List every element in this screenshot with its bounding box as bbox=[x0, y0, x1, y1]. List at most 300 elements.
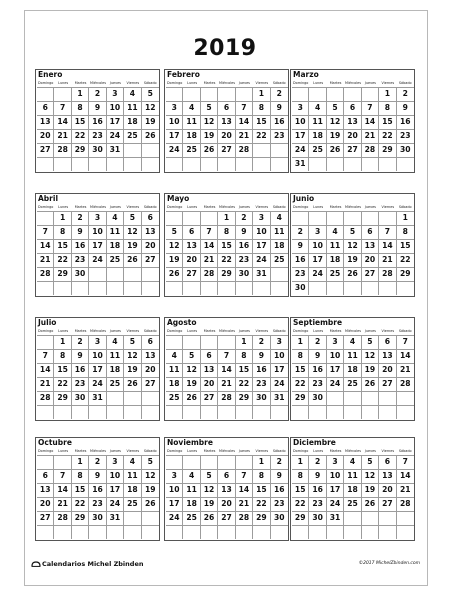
day-cell: 2 bbox=[236, 211, 253, 225]
day-cell: 3 bbox=[271, 335, 288, 349]
day-cell: 13 bbox=[37, 115, 54, 129]
day-cell: 3 bbox=[292, 101, 309, 115]
day-cell: 4 bbox=[183, 101, 200, 115]
weekday-label: Viernes bbox=[381, 81, 395, 85]
day-cell: 27 bbox=[142, 377, 159, 391]
day-cell bbox=[327, 211, 344, 225]
day-cell: 29 bbox=[218, 267, 235, 281]
day-cell: 8 bbox=[292, 469, 309, 483]
day-cell: 19 bbox=[362, 483, 379, 497]
day-cell: 19 bbox=[124, 239, 141, 253]
day-cell: 14 bbox=[362, 115, 379, 129]
day-cell: 20 bbox=[37, 497, 54, 511]
weekday-label: Lunes bbox=[187, 329, 198, 333]
weekday-label: Jueves bbox=[238, 81, 250, 85]
day-cell bbox=[166, 281, 183, 295]
footer-brand-label: Calendarios Michel Zbinden bbox=[42, 560, 144, 568]
day-cell: 2 bbox=[271, 87, 288, 101]
day-cell bbox=[309, 281, 326, 295]
month-block bbox=[290, 69, 415, 173]
day-cell bbox=[107, 391, 124, 405]
weekday-label: Jueves bbox=[109, 329, 121, 333]
day-cell: 7 bbox=[201, 225, 218, 239]
day-cell: 8 bbox=[397, 225, 414, 239]
weekday-label: Martes bbox=[74, 449, 87, 453]
day-cell: 28 bbox=[37, 267, 54, 281]
day-cell: 26 bbox=[362, 497, 379, 511]
month-name: Agosto bbox=[167, 318, 197, 327]
day-cell: 21 bbox=[37, 377, 54, 391]
day-cell bbox=[166, 211, 183, 225]
day-cell: 17 bbox=[327, 363, 344, 377]
day-cell bbox=[236, 281, 253, 295]
day-cell: 2 bbox=[397, 87, 414, 101]
day-cell bbox=[271, 143, 288, 157]
day-cell: 30 bbox=[72, 267, 89, 281]
day-grid bbox=[37, 335, 159, 419]
day-cell: 13 bbox=[142, 225, 159, 239]
day-cell: 12 bbox=[142, 469, 159, 483]
weekday-label: Miércoles bbox=[89, 329, 106, 333]
day-cell bbox=[362, 525, 379, 539]
day-cell: 3 bbox=[253, 211, 270, 225]
day-grid bbox=[166, 87, 288, 171]
day-cell bbox=[344, 391, 361, 405]
day-cell bbox=[124, 267, 141, 281]
weekday-label: Domingo bbox=[167, 329, 183, 333]
day-cell: 19 bbox=[362, 363, 379, 377]
day-cell bbox=[54, 455, 71, 469]
month-block bbox=[290, 437, 415, 541]
day-cell: 1 bbox=[54, 335, 71, 349]
weekday-label: Martes bbox=[329, 81, 342, 85]
day-cell: 3 bbox=[327, 335, 344, 349]
day-cell: 16 bbox=[271, 115, 288, 129]
day-cell: 22 bbox=[236, 377, 253, 391]
day-cell: 18 bbox=[124, 483, 141, 497]
day-cell: 12 bbox=[124, 225, 141, 239]
day-cell: 26 bbox=[124, 253, 141, 267]
day-cell: 4 bbox=[344, 335, 361, 349]
day-cell: 1 bbox=[236, 335, 253, 349]
day-cell: 30 bbox=[89, 143, 106, 157]
day-cell: 26 bbox=[327, 143, 344, 157]
day-cell: 13 bbox=[142, 349, 159, 363]
day-cell: 13 bbox=[37, 483, 54, 497]
month-name: Febrero bbox=[167, 70, 200, 79]
day-cell: 5 bbox=[362, 335, 379, 349]
day-cell: 2 bbox=[89, 87, 106, 101]
day-cell bbox=[201, 281, 218, 295]
day-cell: 11 bbox=[166, 363, 183, 377]
month-block bbox=[164, 317, 289, 421]
day-cell: 13 bbox=[379, 349, 396, 363]
day-cell: 3 bbox=[107, 87, 124, 101]
weekday-label: Sábado bbox=[272, 449, 286, 453]
month-name: Septiembre bbox=[293, 318, 343, 327]
day-cell: 9 bbox=[89, 101, 106, 115]
day-cell bbox=[344, 281, 361, 295]
day-cell: 8 bbox=[72, 101, 89, 115]
weekday-label: Miércoles bbox=[89, 81, 106, 85]
day-cell: 13 bbox=[362, 239, 379, 253]
day-cell: 30 bbox=[292, 281, 309, 295]
day-cell: 27 bbox=[362, 267, 379, 281]
weekday-label: Martes bbox=[329, 449, 342, 453]
day-cell: 17 bbox=[166, 129, 183, 143]
day-cell bbox=[379, 211, 396, 225]
day-cell bbox=[362, 281, 379, 295]
day-cell bbox=[362, 511, 379, 525]
day-cell: 22 bbox=[72, 129, 89, 143]
day-cell: 29 bbox=[292, 391, 309, 405]
day-cell: 24 bbox=[89, 253, 106, 267]
day-cell: 20 bbox=[37, 129, 54, 143]
day-cell: 12 bbox=[327, 115, 344, 129]
day-cell: 26 bbox=[362, 377, 379, 391]
day-cell: 22 bbox=[397, 253, 414, 267]
day-cell: 5 bbox=[362, 455, 379, 469]
day-cell: 27 bbox=[379, 377, 396, 391]
weekday-header-row bbox=[37, 328, 159, 335]
day-cell: 31 bbox=[271, 391, 288, 405]
day-cell: 9 bbox=[236, 225, 253, 239]
weekday-label: Martes bbox=[203, 81, 216, 85]
day-cell: 22 bbox=[253, 129, 270, 143]
day-cell bbox=[271, 281, 288, 295]
day-cell: 4 bbox=[124, 455, 141, 469]
day-cell bbox=[107, 281, 124, 295]
day-cell: 13 bbox=[183, 239, 200, 253]
weekday-label: Lunes bbox=[313, 205, 324, 209]
day-cell: 22 bbox=[218, 253, 235, 267]
weekday-label: Viernes bbox=[126, 329, 140, 333]
day-cell: 6 bbox=[183, 225, 200, 239]
footer-copyright: ©2017 MichelZbinden.com bbox=[358, 561, 420, 566]
day-cell bbox=[37, 455, 54, 469]
month-name: Junio bbox=[293, 194, 315, 203]
day-cell: 19 bbox=[201, 129, 218, 143]
day-cell bbox=[37, 157, 54, 171]
day-cell: 18 bbox=[344, 363, 361, 377]
weekday-label: Viernes bbox=[381, 329, 395, 333]
weekday-label: Sábado bbox=[398, 205, 412, 209]
day-cell: 27 bbox=[218, 143, 235, 157]
day-cell: 28 bbox=[218, 391, 235, 405]
day-cell: 21 bbox=[362, 129, 379, 143]
day-cell: 1 bbox=[397, 211, 414, 225]
weekday-label: Martes bbox=[329, 329, 342, 333]
weekday-label: Lunes bbox=[313, 81, 324, 85]
day-cell: 7 bbox=[397, 335, 414, 349]
day-cell bbox=[379, 281, 396, 295]
day-cell bbox=[236, 525, 253, 539]
day-cell: 20 bbox=[183, 253, 200, 267]
month-name: Enero bbox=[38, 70, 63, 79]
day-cell: 28 bbox=[379, 267, 396, 281]
weekday-label: Lunes bbox=[187, 449, 198, 453]
day-cell: 26 bbox=[124, 377, 141, 391]
day-cell: 14 bbox=[218, 363, 235, 377]
day-cell: 15 bbox=[72, 115, 89, 129]
day-cell: 12 bbox=[344, 239, 361, 253]
day-cell: 9 bbox=[271, 469, 288, 483]
day-cell bbox=[89, 157, 106, 171]
day-cell bbox=[54, 281, 71, 295]
day-cell bbox=[309, 157, 326, 171]
day-cell bbox=[142, 405, 159, 419]
day-cell bbox=[309, 405, 326, 419]
day-cell: 10 bbox=[271, 349, 288, 363]
weekday-label: Sábado bbox=[143, 205, 157, 209]
day-cell bbox=[142, 525, 159, 539]
month-name: Noviembre bbox=[167, 438, 213, 447]
weekday-header-row bbox=[292, 204, 414, 211]
day-cell: 17 bbox=[253, 239, 270, 253]
day-cell: 11 bbox=[327, 239, 344, 253]
day-cell bbox=[201, 405, 218, 419]
day-cell: 9 bbox=[309, 349, 326, 363]
day-cell: 3 bbox=[327, 455, 344, 469]
day-cell: 5 bbox=[183, 349, 200, 363]
day-cell: 30 bbox=[271, 511, 288, 525]
day-cell bbox=[124, 157, 141, 171]
day-cell bbox=[309, 211, 326, 225]
day-cell: 2 bbox=[89, 455, 106, 469]
day-cell bbox=[142, 391, 159, 405]
day-cell: 2 bbox=[309, 455, 326, 469]
day-cell bbox=[379, 157, 396, 171]
day-cell: 25 bbox=[271, 253, 288, 267]
day-cell: 6 bbox=[142, 211, 159, 225]
weekday-label: Sábado bbox=[143, 81, 157, 85]
day-cell: 2 bbox=[72, 211, 89, 225]
day-cell: 25 bbox=[183, 511, 200, 525]
day-cell: 23 bbox=[253, 377, 270, 391]
day-cell: 9 bbox=[309, 469, 326, 483]
day-cell: 2 bbox=[72, 335, 89, 349]
day-cell: 30 bbox=[309, 391, 326, 405]
day-cell: 31 bbox=[107, 511, 124, 525]
weekday-header-row bbox=[292, 328, 414, 335]
day-cell: 16 bbox=[397, 115, 414, 129]
day-cell: 30 bbox=[72, 391, 89, 405]
month-name: Julio bbox=[38, 318, 57, 327]
day-cell: 11 bbox=[107, 225, 124, 239]
day-cell: 15 bbox=[72, 483, 89, 497]
day-cell: 12 bbox=[362, 349, 379, 363]
day-cell bbox=[54, 87, 71, 101]
day-cell: 27 bbox=[142, 253, 159, 267]
weekday-label: Sábado bbox=[272, 81, 286, 85]
day-cell bbox=[201, 211, 218, 225]
year-title: 2019 bbox=[193, 36, 257, 61]
day-cell: 17 bbox=[166, 497, 183, 511]
day-cell: 9 bbox=[253, 349, 270, 363]
day-cell: 10 bbox=[107, 469, 124, 483]
day-cell bbox=[344, 511, 361, 525]
day-cell bbox=[183, 211, 200, 225]
footer-brand bbox=[31, 560, 143, 568]
day-cell bbox=[362, 405, 379, 419]
day-cell: 4 bbox=[183, 469, 200, 483]
weekday-label: Lunes bbox=[58, 329, 69, 333]
day-cell: 7 bbox=[236, 469, 253, 483]
day-cell: 3 bbox=[89, 211, 106, 225]
day-cell bbox=[201, 157, 218, 171]
day-cell: 14 bbox=[379, 239, 396, 253]
weekday-label: Viernes bbox=[126, 81, 140, 85]
day-cell: 30 bbox=[253, 391, 270, 405]
day-cell: 6 bbox=[142, 335, 159, 349]
weekday-label: Martes bbox=[74, 329, 87, 333]
day-cell: 8 bbox=[218, 225, 235, 239]
day-cell: 16 bbox=[89, 483, 106, 497]
day-cell: 23 bbox=[271, 129, 288, 143]
day-cell: 14 bbox=[201, 239, 218, 253]
day-cell bbox=[89, 525, 106, 539]
day-cell: 2 bbox=[271, 455, 288, 469]
day-cell: 1 bbox=[292, 455, 309, 469]
day-cell bbox=[271, 405, 288, 419]
day-cell: 26 bbox=[166, 267, 183, 281]
day-cell: 9 bbox=[72, 349, 89, 363]
day-cell: 21 bbox=[397, 483, 414, 497]
day-cell: 5 bbox=[201, 101, 218, 115]
day-cell bbox=[72, 525, 89, 539]
weekday-label: Domingo bbox=[293, 329, 309, 333]
day-cell: 24 bbox=[309, 267, 326, 281]
day-cell: 21 bbox=[236, 129, 253, 143]
day-cell: 6 bbox=[37, 101, 54, 115]
day-cell bbox=[253, 525, 270, 539]
weekday-label: Miércoles bbox=[218, 449, 235, 453]
day-cell bbox=[271, 267, 288, 281]
day-cell: 26 bbox=[183, 391, 200, 405]
weekday-label: Martes bbox=[74, 81, 87, 85]
day-cell: 17 bbox=[89, 363, 106, 377]
day-cell: 2 bbox=[253, 335, 270, 349]
day-cell: 28 bbox=[236, 143, 253, 157]
day-cell bbox=[397, 391, 414, 405]
day-cell: 28 bbox=[54, 143, 71, 157]
day-cell bbox=[89, 267, 106, 281]
day-cell: 12 bbox=[183, 363, 200, 377]
day-cell bbox=[236, 87, 253, 101]
day-cell bbox=[327, 157, 344, 171]
day-cell: 6 bbox=[218, 101, 235, 115]
day-cell: 18 bbox=[183, 497, 200, 511]
day-cell: 7 bbox=[37, 349, 54, 363]
day-cell: 13 bbox=[201, 363, 218, 377]
day-grid bbox=[292, 211, 414, 295]
day-cell: 3 bbox=[89, 335, 106, 349]
day-cell: 1 bbox=[72, 455, 89, 469]
day-cell: 17 bbox=[107, 115, 124, 129]
day-cell bbox=[344, 525, 361, 539]
day-cell: 14 bbox=[37, 239, 54, 253]
day-cell bbox=[271, 157, 288, 171]
day-cell: 10 bbox=[309, 239, 326, 253]
weekday-label: Sábado bbox=[398, 81, 412, 85]
day-cell bbox=[253, 281, 270, 295]
day-cell: 31 bbox=[89, 391, 106, 405]
day-cell: 1 bbox=[292, 335, 309, 349]
weekday-label: Miércoles bbox=[344, 329, 361, 333]
day-cell bbox=[201, 87, 218, 101]
day-cell bbox=[183, 335, 200, 349]
day-cell: 29 bbox=[54, 267, 71, 281]
weekday-label: Domingo bbox=[293, 81, 309, 85]
day-cell: 11 bbox=[183, 483, 200, 497]
day-cell: 14 bbox=[397, 469, 414, 483]
month-name: Diciembre bbox=[293, 438, 336, 447]
day-cell: 28 bbox=[236, 511, 253, 525]
day-cell: 6 bbox=[344, 101, 361, 115]
month-block bbox=[290, 317, 415, 421]
day-cell: 4 bbox=[107, 211, 124, 225]
day-cell bbox=[201, 455, 218, 469]
day-cell bbox=[142, 267, 159, 281]
day-cell: 8 bbox=[253, 101, 270, 115]
weekday-label: Jueves bbox=[109, 449, 121, 453]
day-cell: 4 bbox=[271, 211, 288, 225]
day-cell: 4 bbox=[327, 225, 344, 239]
day-cell: 19 bbox=[183, 377, 200, 391]
day-cell: 5 bbox=[201, 469, 218, 483]
day-cell: 25 bbox=[309, 143, 326, 157]
day-cell: 20 bbox=[218, 497, 235, 511]
day-cell bbox=[327, 87, 344, 101]
day-cell: 23 bbox=[397, 129, 414, 143]
day-cell: 4 bbox=[107, 335, 124, 349]
day-cell bbox=[72, 405, 89, 419]
day-cell bbox=[142, 157, 159, 171]
weekday-label: Miércoles bbox=[89, 205, 106, 209]
day-cell: 23 bbox=[271, 497, 288, 511]
day-cell bbox=[166, 455, 183, 469]
weekday-label: Jueves bbox=[109, 81, 121, 85]
day-cell: 28 bbox=[201, 267, 218, 281]
day-cell bbox=[309, 87, 326, 101]
day-cell: 6 bbox=[379, 335, 396, 349]
weekday-label: Miércoles bbox=[218, 205, 235, 209]
weekday-label: Domingo bbox=[167, 81, 183, 85]
day-grid bbox=[37, 87, 159, 171]
weekday-label: Martes bbox=[329, 205, 342, 209]
day-cell: 31 bbox=[107, 143, 124, 157]
day-cell: 15 bbox=[54, 363, 71, 377]
day-cell: 5 bbox=[142, 87, 159, 101]
day-cell: 21 bbox=[397, 363, 414, 377]
day-cell bbox=[124, 391, 141, 405]
day-cell: 24 bbox=[327, 497, 344, 511]
day-cell: 1 bbox=[253, 455, 270, 469]
day-cell: 8 bbox=[54, 349, 71, 363]
day-cell bbox=[54, 525, 71, 539]
day-cell: 15 bbox=[292, 483, 309, 497]
day-cell bbox=[37, 281, 54, 295]
day-cell: 28 bbox=[54, 511, 71, 525]
day-cell: 8 bbox=[54, 225, 71, 239]
day-cell: 12 bbox=[166, 239, 183, 253]
day-cell: 11 bbox=[124, 469, 141, 483]
day-cell: 22 bbox=[292, 497, 309, 511]
day-cell: 23 bbox=[309, 377, 326, 391]
day-cell bbox=[362, 87, 379, 101]
day-cell: 23 bbox=[72, 377, 89, 391]
day-cell: 10 bbox=[89, 225, 106, 239]
